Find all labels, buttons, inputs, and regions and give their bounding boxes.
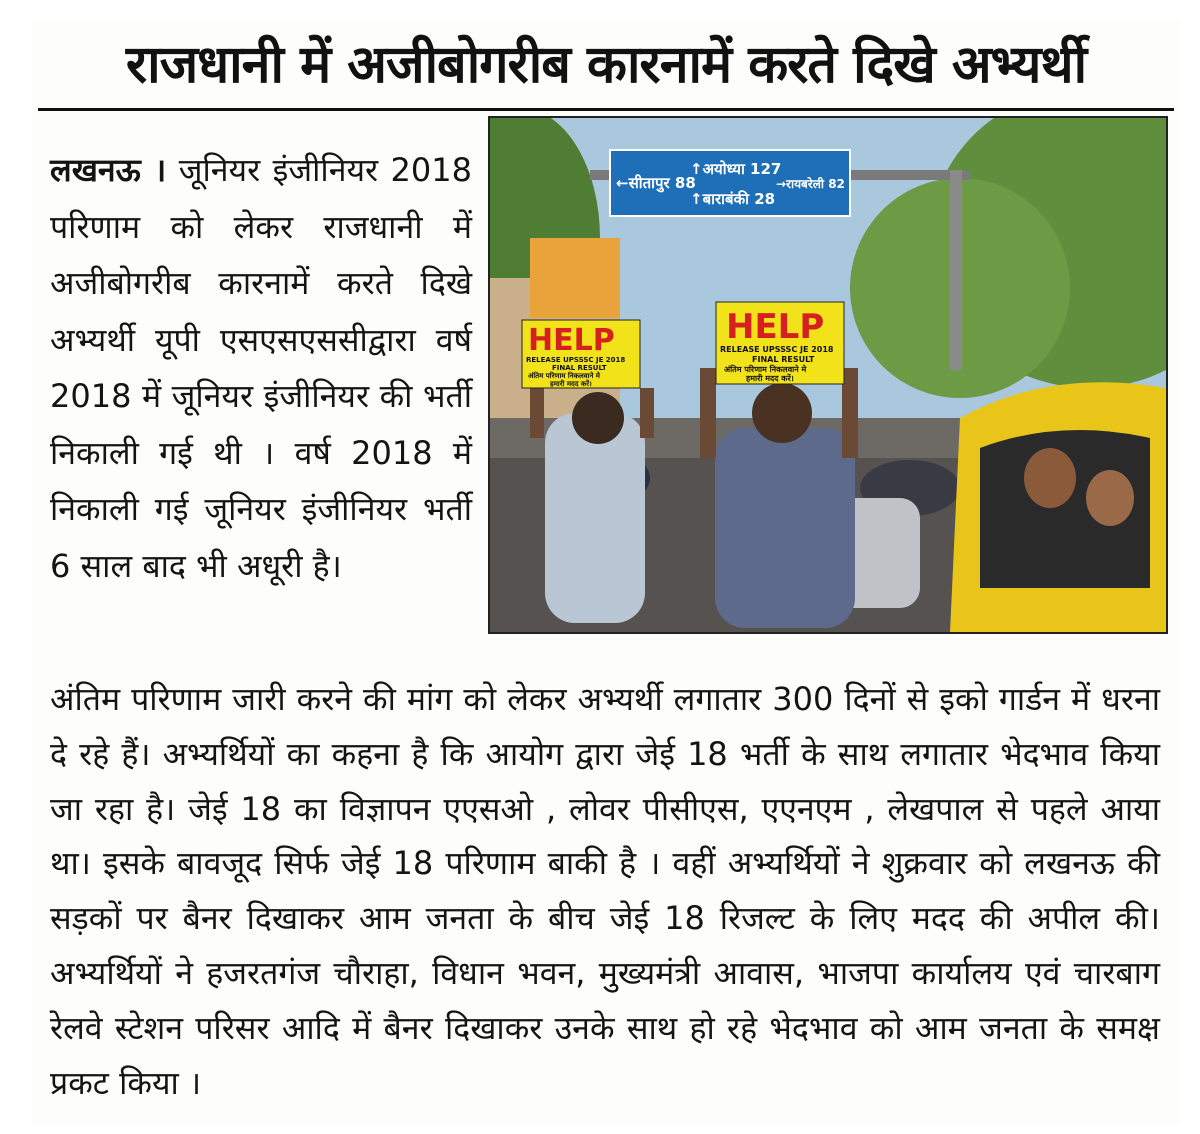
- placard-left: [522, 320, 640, 388]
- article-intro: जूनियर इंजीनियर 2018 परिणाम को लेकर राजधानी में अजीबोगरीब कारनामें करते दिखे अभ्यर्थी यूपी एसएसएससीद्वारा वर्ष 2018 में जूनियर इंजीनियर की भर्ती निकाली गई थी । वर्ष 2018 में निकाली गई जूनियर इंजीनियर भर्ती 6 साल बाद भी अधूरी है।: [50, 151, 472, 585]
- sign-up-bottom-destination: ↑बाराबंकी 28: [690, 190, 776, 208]
- sign-left-destination: ←सीतापुर 88: [616, 174, 696, 192]
- dateline: लखनऊ ।: [50, 151, 167, 189]
- placard-left-line4: हमारी मदद करें।: [550, 380, 592, 388]
- placard-left-help: HELP: [528, 323, 615, 358]
- headline: राजधानी में अजीबोगरीब कारनामें करते दिखे अभ्यर्थी: [125, 35, 1087, 95]
- placard-left-line2: FINAL RESULT: [552, 364, 607, 372]
- placard-right-help: HELP: [726, 307, 825, 347]
- placard-right: [716, 302, 844, 384]
- article-body-text: अंतिम परिणाम जारी करने की मांग को लेकर अभ्यर्थी लगातार 300 दिनों से इको गार्डन में धरना दे रहे हैं। अभ्यर्थियों का कहना है कि आयोग द्वारा जेई 18 भर्ती के साथ लगातार भेदभाव किया जा रहा है। जेई 18 का विज्ञापन एएसओ , लोवर पीसीएस, एएनएम , लेखपाल से पहले आया था। इसके बावजूद सिर्फ जेई 18 परिणाम बाकी है । वहीं अभ्यर्थियों ने शुक्रवार को लखनऊ की सड़कों पर बैनर दिखाकर आम जनता के बीच जेई 18 रिजल्ट के लिए मदद की अपील की। अभ्यर्थियों ने हजरतगंज चौराहा, विधान भवन, मुख्यमंत्री आवास, भाजपा कार्यालय एवं चारबाग रेलवे स्टेशन परिसर आदि में बैनर दिखाकर उनके साथ हो रहे भेदभाव को आम जनता के समक्ष प्रकट किया ।: [50, 680, 1160, 1102]
- sign-up-top-destination: ↑अयोध्या 127: [690, 160, 782, 178]
- headline-rule: [38, 108, 1174, 111]
- placard-right-line2: FINAL RESULT: [752, 355, 815, 364]
- placard-left-line3: अंतिम परिणाम निकलवाने मे: [528, 372, 600, 380]
- news-photo: [488, 116, 1168, 634]
- placard-left-line1: RELEASE UPSSSC JE 2018: [526, 356, 626, 364]
- placard-right-line4: हमारी मदद करें।: [746, 374, 794, 383]
- sign-right-destination: →रायबरेली 82: [776, 177, 845, 191]
- placard-right-line3: अंतिम परिणाम निकलवाने मे: [724, 365, 807, 374]
- placard-right-line1: RELEASE UPSSSC JE 2018: [720, 345, 834, 354]
- newspaper-clipping: [32, 20, 1180, 1126]
- article-column-text: [50, 142, 472, 594]
